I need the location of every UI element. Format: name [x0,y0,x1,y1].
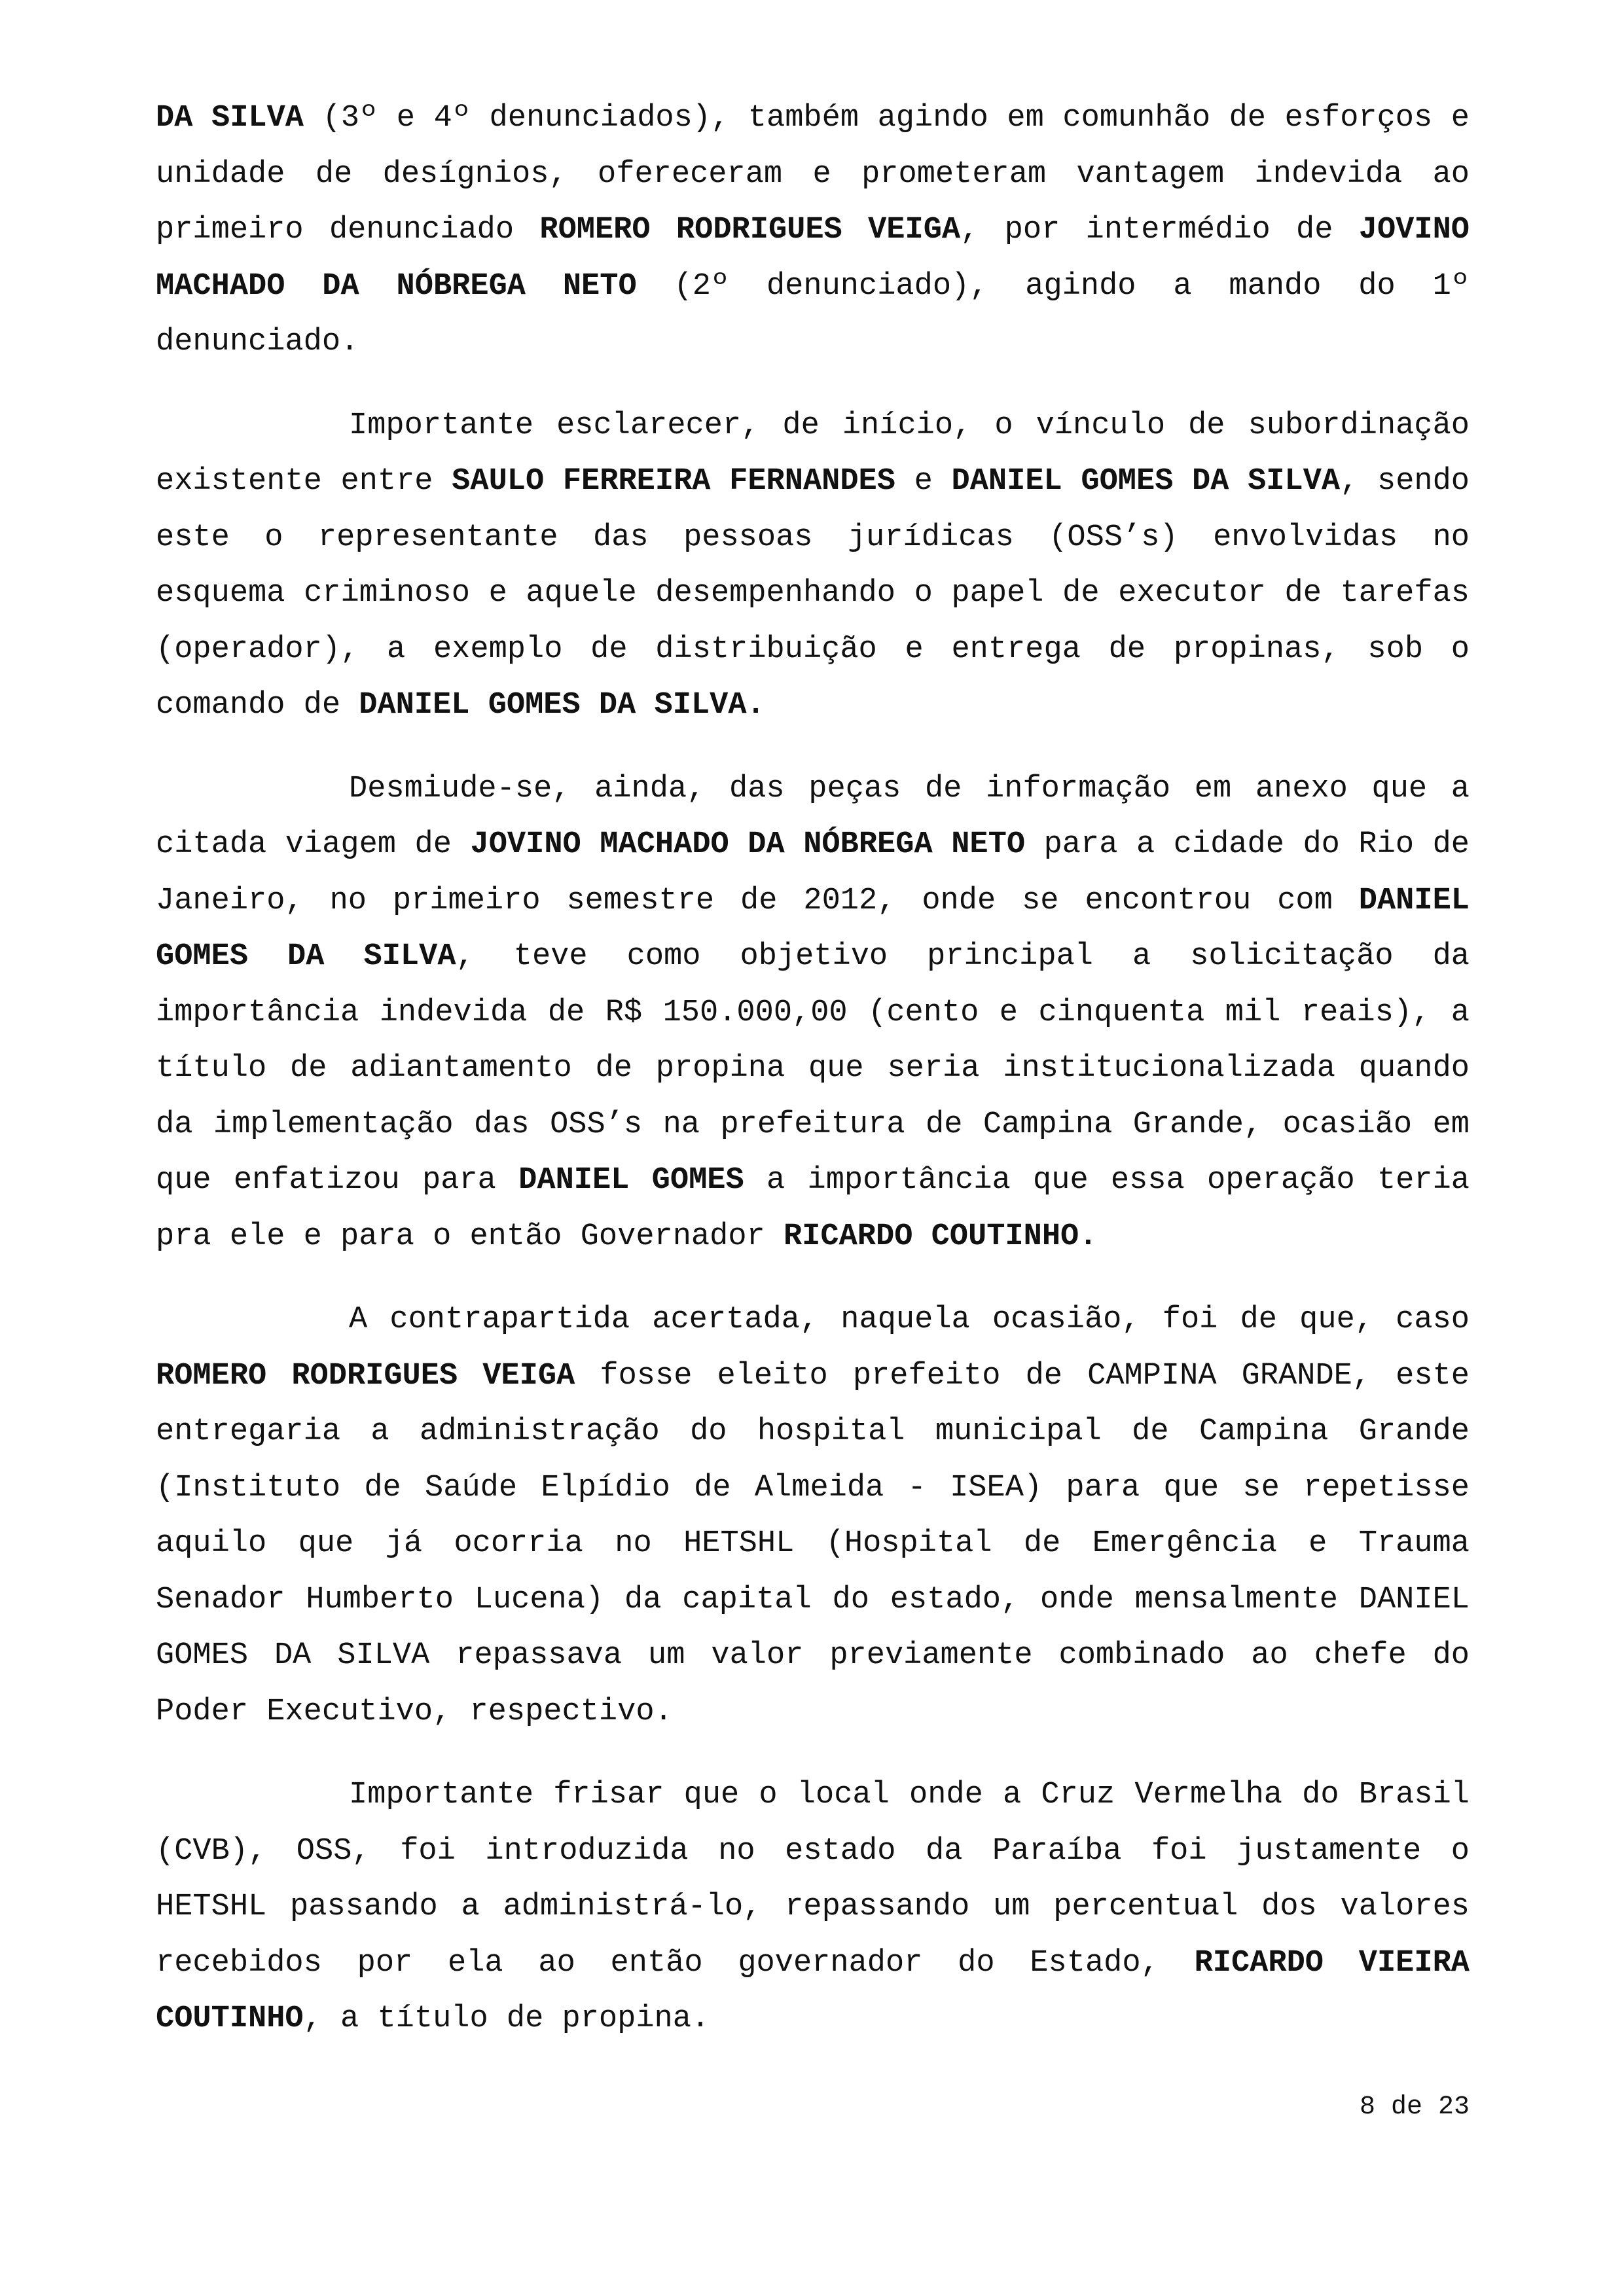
text: , a título de propina. [303,2001,710,2036]
text: , teve como objetivo principal a solicitação da importância indevida de R$ 150.000,00 (cento e cinquenta mil reais), a título de adiantamento de propina que seria institucionalizada quando da implementação das OSS’s na prefeitura de Campina Grande, ocasião em que enfatizou para [156,939,1470,1198]
bold-text: DANIEL GOMES DA SILVA. [359,688,765,723]
bold-text: DANIEL GOMES [518,1163,744,1198]
text: Desmiude-se, ainda, das peças de informação em anexo que a citada viagem de [156,771,1470,862]
bold-text: ROMERO RODRIGUES VEIGA [539,213,961,247]
bold-text: RICARDO COUTINHO. [783,1219,1098,1254]
bold-text: JOVINO MACHADO DA NÓBREGA NETO [470,827,1026,862]
bold-text: RICARDO VIEIRA COUTINHO [156,1945,1470,2036]
text: (3º e 4º denunciados), também agindo em comunhão de esforços e unidade de desígnios, ofereceram e prometeram vantagem indevida ao primeiro denunciado [156,101,1470,247]
text: e [895,464,952,499]
text: para a cidade do Rio de Janeiro, no primeiro semestre de 2012, onde se encontrou com [156,827,1470,918]
paragraph [156,1767,1470,2047]
bold-text: ROMERO RODRIGUES VEIGA [156,1358,575,1393]
text: (2º denunciado), agindo a mando do 1º denunciado. [156,268,1470,359]
text: , sendo este o representante das pessoas jurídicas (OSS’s) envolvidas no esquema criminoso e aquele desempenhando o papel de executor de tarefas (operador), a exemplo de distribuição e entrega de propinas, sob o comando de [156,464,1470,723]
text: Importante esclarecer, de início, o vínculo de subordinação existente entre [156,408,1470,499]
document-body [156,90,1470,2075]
paragraph [156,398,1470,734]
text: A contrapartida acertada, naquela ocasião, foi de que, caso [349,1302,1470,1337]
text: Importante frisar que o local onde a Cruz Vermelha do Brasil (CVB), OSS, foi introduzida no estado da Paraíba foi justamente o HETSHL passando a administrá-lo, repassando um percentual dos valores recebidos por ela ao então governador do Estado, [156,1778,1470,1981]
paragraph [156,90,1470,370]
page-number: 8 de 23 [1359,2092,1470,2122]
bold-text: JOVINO MACHADO DA NÓBREGA NETO [156,213,1470,304]
text: a importância que essa operação teria pra ele e para o então Governador [156,1163,1470,1254]
bold-text: DA SILVA [156,101,304,135]
text: , por intermédio de [960,213,1359,247]
bold-text: SAULO FERREIRA FERNANDES [452,464,895,499]
text: fosse eleito prefeito de CAMPINA GRANDE, este entregaria a administração do hospital municipal de Campina Grande (Instituto de Saúde Elpídio de Almeida - ISEA) para que se repetisse aquilo que já ocorria no HETSHL (Hospital de Emergência e Trauma Senador Humberto Lucena) da capital do estado, onde mensalmente DANIEL GOMES DA SILVA repassava um valor previamente combinado ao chefe do Poder Executivo, respectivo. [156,1358,1470,1729]
bold-text: DANIEL GOMES DA SILVA [951,464,1341,499]
bold-text: DANIEL GOMES DA SILVA [156,883,1470,974]
paragraph [156,1292,1470,1740]
paragraph [156,761,1470,1265]
